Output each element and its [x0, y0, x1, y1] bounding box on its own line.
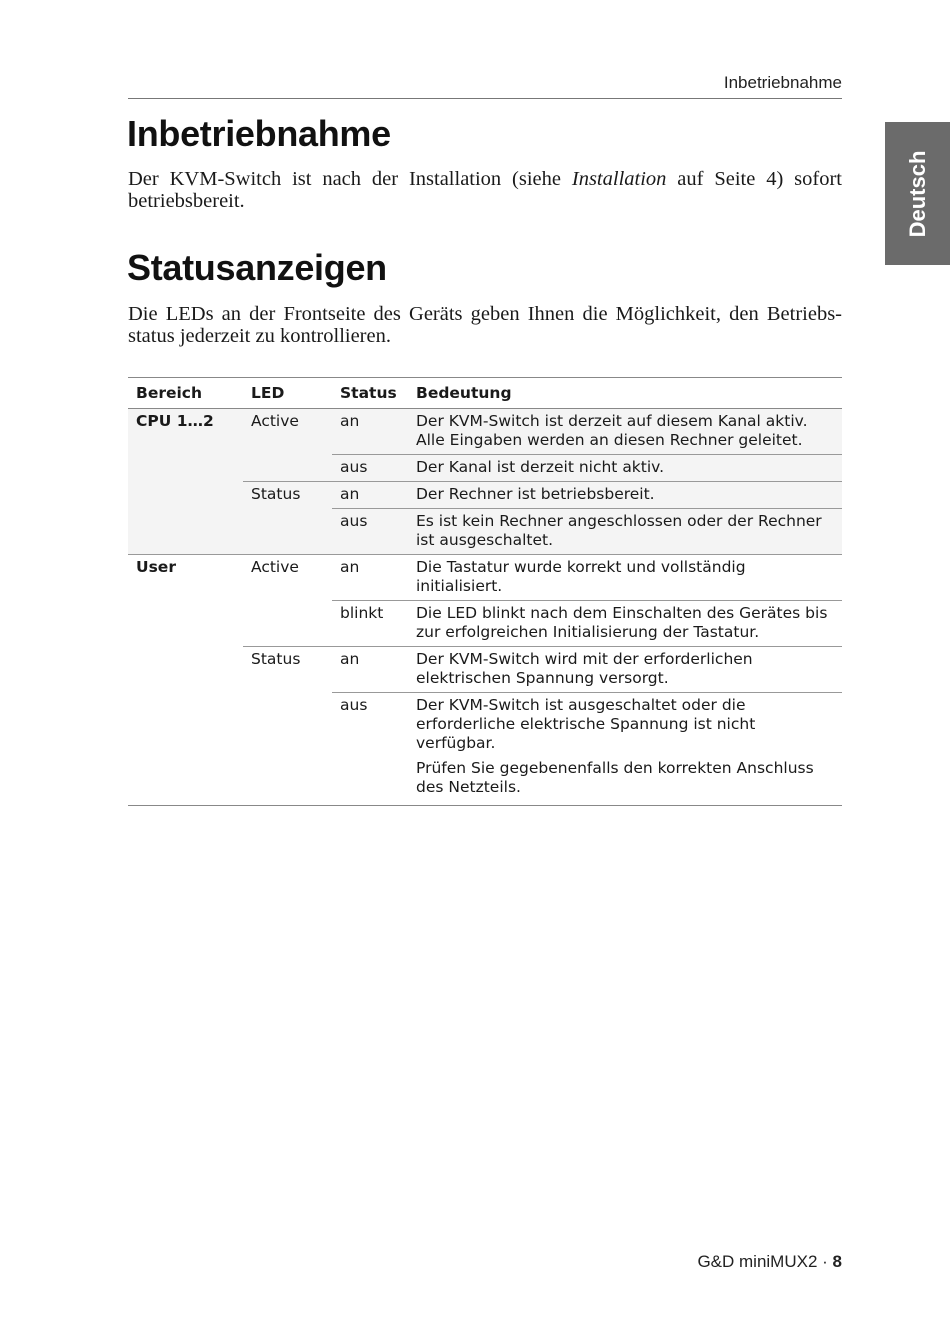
status-cell: aus — [332, 693, 408, 806]
page-footer — [697, 1252, 842, 1272]
status-cell: aus — [332, 455, 408, 482]
status-cell: an — [332, 647, 408, 693]
meaning-cell: Der KVM-Switch ist derzeit auf diesem Kanal aktiv. Alle Eingaben werden an diesen Rechner geleitet. — [408, 409, 842, 455]
status-cell: blinkt — [332, 601, 408, 647]
area-user: User — [128, 555, 243, 806]
page-number: 8 — [832, 1252, 842, 1271]
table-row — [128, 409, 842, 455]
meaning-cell: Der Rechner ist betriebsbereit. — [408, 482, 842, 509]
meaning-cell: Es ist kein Rechner angeschlossen oder der Rechner ist ausgeschaltet. — [408, 509, 842, 555]
section-title-inbetriebnahme: Inbetriebnahme — [127, 113, 391, 154]
led-cell: Active — [243, 409, 332, 482]
running-header: Inbetriebnahme — [723, 73, 842, 92]
footer-separator: · — [817, 1252, 833, 1271]
header-rule — [128, 98, 842, 99]
status-cell: aus — [332, 509, 408, 555]
section-text-statusanzeigen: Die LEDs an der Frontseite des Geräts geben Ihnen die Möglichkeit, den Betriebsstatus jederzeit zu kontrollieren. — [128, 303, 842, 347]
section-text-inbetriebnahme: Der KVM-Switch ist nach der Installation (siehe Installation auf Seite 4) sofort betriebsbereit. — [128, 168, 842, 212]
user-group — [128, 555, 842, 806]
header-led: LED — [243, 378, 332, 409]
meaning-note: Prüfen Sie gegebenenfalls den korrekten Anschluss des Netzteils. — [416, 759, 814, 796]
table-header-row — [128, 378, 842, 409]
header-bereich: Bereich — [128, 378, 243, 409]
led-cell: Status — [243, 647, 332, 806]
led-status-table — [128, 377, 842, 806]
language-tab — [885, 122, 950, 265]
table-row — [128, 555, 842, 601]
header-status: Status — [332, 378, 408, 409]
meaning-cell — [408, 693, 842, 806]
status-cell: an — [332, 482, 408, 509]
area-cpu: CPU 1…2 — [128, 409, 243, 555]
language-tab-label: Deutsch — [904, 150, 930, 237]
status-cell: an — [332, 409, 408, 455]
cpu-group — [128, 409, 842, 555]
meaning-text: Der KVM-Switch ist ausgeschaltet oder die erforderliche elektrische Spannung ist nicht verfügbar. — [416, 696, 756, 752]
section-title-statusanzeigen: Statusanzeigen — [127, 247, 387, 288]
installation-reference: Installation — [571, 168, 667, 190]
meaning-cell: Die LED blinkt nach dem Einschalten des Gerätes bis zur erfolgreichen Initialisierung der Tastatur. — [408, 601, 842, 647]
led-cell: Status — [243, 482, 332, 555]
led-cell: Active — [243, 555, 332, 647]
meaning-cell: Die Tastatur wurde korrekt und vollständig initialisiert. — [408, 555, 842, 601]
header-bedeutung: Bedeutung — [408, 378, 842, 409]
status-cell: an — [332, 555, 408, 601]
footer-product: G&D miniMUX2 — [697, 1252, 818, 1271]
meaning-cell: Der Kanal ist derzeit nicht aktiv. — [408, 455, 842, 482]
meaning-cell: Der KVM-Switch wird mit der erforderlichen elektrischen Spannung versorgt. — [408, 647, 842, 693]
